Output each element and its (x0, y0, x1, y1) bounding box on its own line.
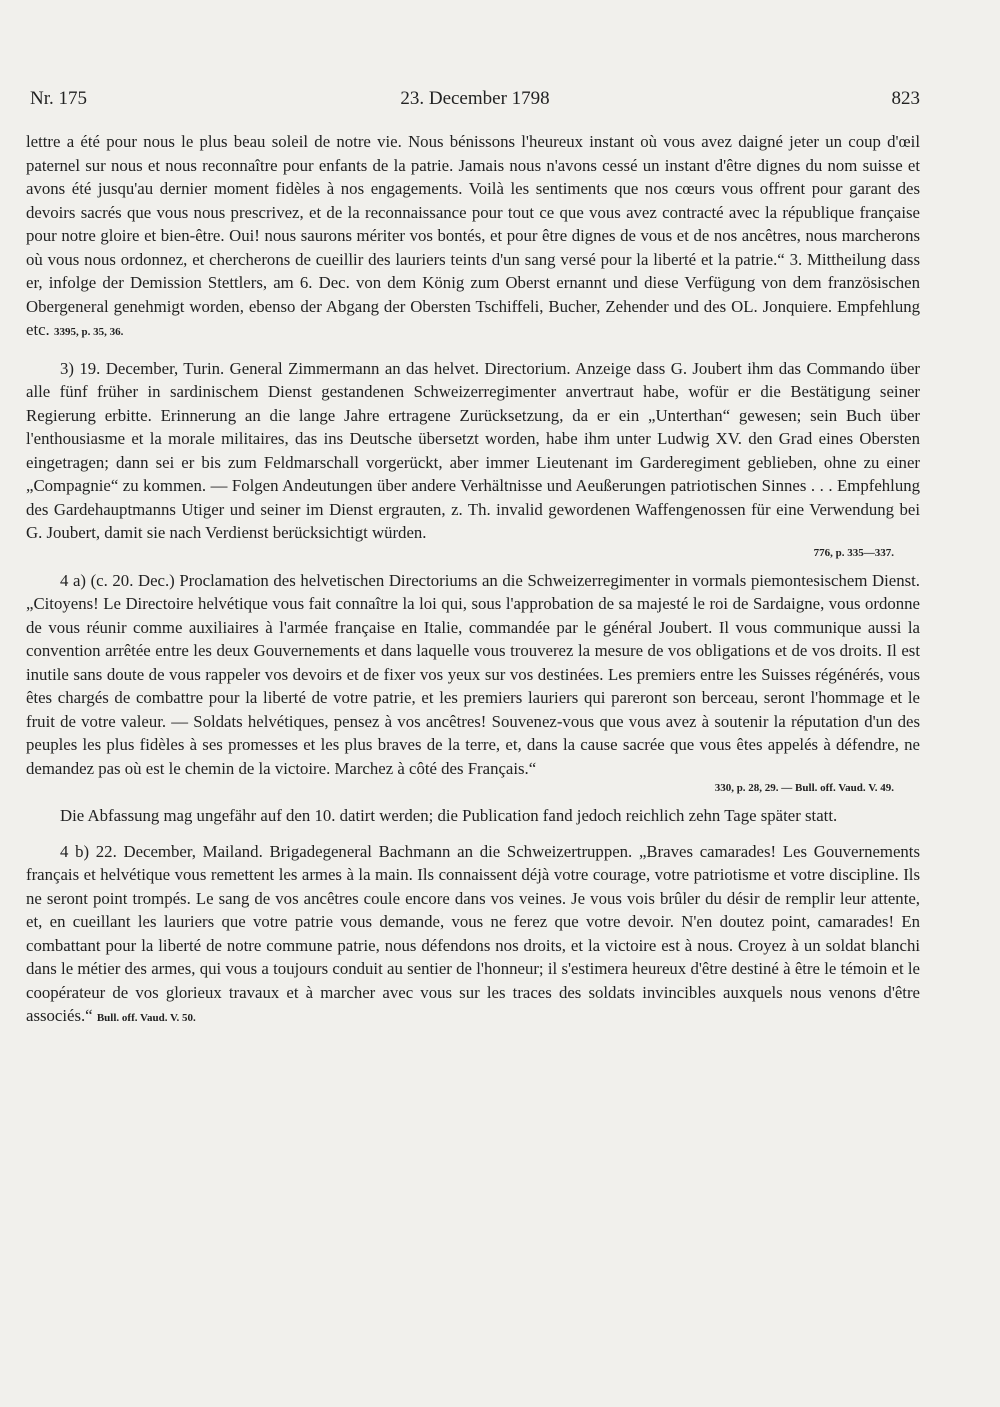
header-date: 23. December 1798 (400, 88, 550, 109)
paragraph-text: 3) 19. December, Turin. General Zimmermann an das helvet. Directorium. Anzeige dass G. Joubert ihm das Commando über alle fünf früher in sardinischem Dienst gestandenen Schweizerregimenter anvertraut habe, wofür er die Bestätigung seiner Regierung erbitte. Erinnerung an die lange Jahre ertragene Zurücksetzung, da er ein „Unterthan“ gewesen; sein Buch über l'enthousiasme et la morale militaires, das ins Deutsche übersetzt worden, habe ihm unter Ludwig XV. den Grad eines Obersten eingetragen; dann sei er bis zum Feldmarschall vorgerückt, aber immer Lieutenant im Garderegiment geblieben, ohne zu einer „Compagnie“ zu kommen. — Folgen Andeutungen über andere Verhältnisse und Aeußerungen patriotischen Sinnes . . . Empfehlung des Gardehauptmanns Utiger und seiner im Dienst ergrauten, z. Th. invalid gewordenen Waffengenossen für eine Verwendung bei G. Joubert, damit sie nach Verdienst berücksichtigt würden. (26, 358, 920, 542)
source-reference: 330, p. 28, 29. — Bull. off. Vaud. V. 49. (714, 782, 894, 794)
source-citation: Bull. off. Vaud. V. 50. (96, 1012, 196, 1024)
running-header (30, 88, 920, 114)
paragraph (26, 130, 920, 345)
paragraph (26, 840, 920, 1031)
document-number: Nr. 175 (30, 88, 87, 109)
source-reference: 776, p. 335—337. (813, 546, 894, 559)
paragraph-text: Die Abfassung mag ungefähr auf den 10. datirt werden; die Publication fand jedoch reichlich zehn Tage später statt. (60, 806, 838, 825)
paragraph (26, 569, 920, 781)
page-number: 823 (891, 88, 920, 109)
paragraph (26, 804, 920, 828)
page-body (26, 130, 920, 1043)
source-citation: 3395, p. 35, 36. (53, 326, 124, 338)
paragraph (26, 357, 920, 545)
paragraph-text: 4 b) 22. December, Mailand. Brigadegeneral Bachmann an die Schweizertruppen. „Braves camarades! Les Gouvernements français et helvétique vous remettent les armes à la main. Ils connaissent déjà votre courage, votre patriotisme et votre discipline. Ils ne seront point trompés. Le sang de vos ancêtres coule encore dans vos veines. Je vous vois brûler du désir de remplir leur attente, et, en cueillant les lauriers que votre patrie vous demande, vous ne ferez que votre devoir. N'en doutez point, camarades! En combattant pour la liberté de notre commune patrie, nous défendons nos droits, et la victoire est à nous. Croyez à un soldat blanchi dans le métier des armes, qui vous a toujours conduit au sentier de l'honneur; il s'estimera heureux d'être destiné à être le témoin et le coopérateur de vos glorieux travaux et à marcher avec vous sur les traces des soldats invincibles auxquels nous venons d'être associés.“ (26, 841, 920, 1025)
paragraph-text: 4 a) (c. 20. Dec.) Proclamation des helvetischen Directoriums an die Schweizerregimenter in vormals piemontesischem Dienst. „Citoyens! Le Directoire helvétique vous fait connaître la loi qui, sous l'approbation de sa majesté le roi de Sardaigne, vous ordonne de vous réunir comme auxiliaires à l'armée française en Italie, commandée par le général Joubert. Il vous communique aussi la convention arrêtée entre les deux Gouvernements et dans laquelle vous trouverez la mesure de vos obligations et de vos droits. Il est inutile sans doute de vous rappeler vos devoirs et de fixer vos yeux sur vos destinées. Les premiers entre les Suisses régénérés, vous êtes chargés de combattre pour la liberté de votre patrie, et les premiers lauriers qui pareront son berceau, seront l'hommage et le fruit de votre valeur. — Soldats helvétiques, pensez à vos ancêtres! Souvenez-vous que vous avez à soutenir la réputation d'un des peuples les plus fidèles à ses promesses et les plus braves de la terre, et, dans la cause sacrée que vous êtes appelés à défendre, ne demandez pas où est le chemin de la victoire. Marchez à côté des Français.“ (26, 570, 920, 778)
paragraph-text: lettre a été pour nous le plus beau soleil de notre vie. Nous bénissons l'heureux instant où vous avez daigné jeter un coup d'œil paternel sur nous et nous reconnaître pour enfants de la patrie. Jamais nous n'avons cessé un instant d'être dignes du nom suisse et avons été jusqu'au dernier moment fidèles à nos engagements. Voilà les sentiments que nos cœurs vous offrent pour garant des devoirs sacrés que vous nous prescrivez, et de la reconnaissance pour tout ce que vous avez contracté avec la république française pour notre gloire et bien-être. Oui! nous saurons mériter vos bontés, et pour être dignes de vous et de nos ancêtres, nous marcherons où vous nous ordonnez, et chercherons de cueillir des lauriers teints d'un sang versé pour la liberté et la patrie.“ 3. Mittheilung dass er, infolge der Demission Stettlers, am 6. Dec. von dem König zum Oberst ernannt und diese Verfügung von dem französischen Obergeneral genehmigt worden, ebenso der Abgang der Obersten Tschiffeli, Bucher, Zehender und des OL. Jonquiere. Empfehlung etc. (26, 132, 920, 339)
